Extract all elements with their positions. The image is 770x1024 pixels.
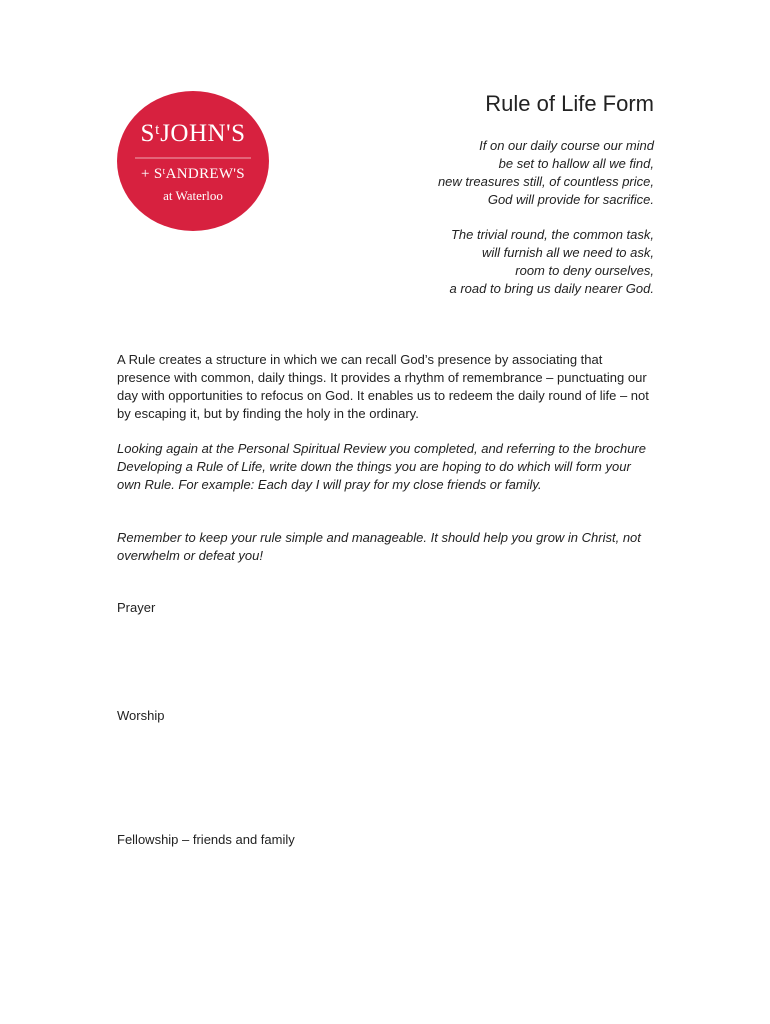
logo-st-johns: SᵗJOHN'S	[140, 120, 246, 147]
logo-divider-icon	[117, 91, 269, 231]
verse-line: If on our daily course our mind	[479, 138, 654, 153]
logo-st-andrews: + SᵗANDREW'S	[141, 166, 245, 182]
section-prayer: Prayer	[117, 600, 156, 615]
verse-line: a road to bring us daily nearer God.	[449, 281, 654, 296]
verse-line: will furnish all we need to ask,	[482, 245, 654, 260]
reminder-paragraph: Remember to keep your rule simple and manageable. It should help you grow in Christ, not overwhelm or defeat you!	[117, 530, 641, 563]
verse-line: new treasures still, of countless price,	[437, 174, 654, 189]
section-worship: Worship	[117, 708, 165, 723]
verse-line: be set to hallow all we find,	[498, 156, 654, 171]
intro-paragraph: A Rule creates a structure in which we can recall God’s presence by associating that presence with common, daily things. It provides a rhythm of remembrance – punctuating our day with opportunities to refocus on God. It enables us to redeem the daily round of life – not by escaping it, but by finding the holy in the ordinary.	[117, 352, 649, 421]
instructions-paragraph: Looking again at the Personal Spiritual Review you completed, and referring to the brochure Developing a Rule of Life, write down the things you are hoping to do which will form your own Rule. For example: Each day I will pray for my close friends or family.	[117, 441, 646, 492]
hymn-verse-1	[438, 137, 654, 209]
verse-line: The trivial round, the common task,	[450, 227, 654, 242]
hymn-verse-2	[449, 226, 654, 298]
section-fellowship: Fellowship – friends and family	[117, 832, 295, 847]
church-logo	[117, 91, 269, 231]
page-title: Rule of Life Form	[485, 91, 654, 116]
logo-at-waterloo: at Waterloo	[163, 188, 223, 203]
verse-line: God will provide for sacrifice.	[487, 192, 654, 207]
verse-line: room to deny ourselves,	[515, 263, 654, 278]
